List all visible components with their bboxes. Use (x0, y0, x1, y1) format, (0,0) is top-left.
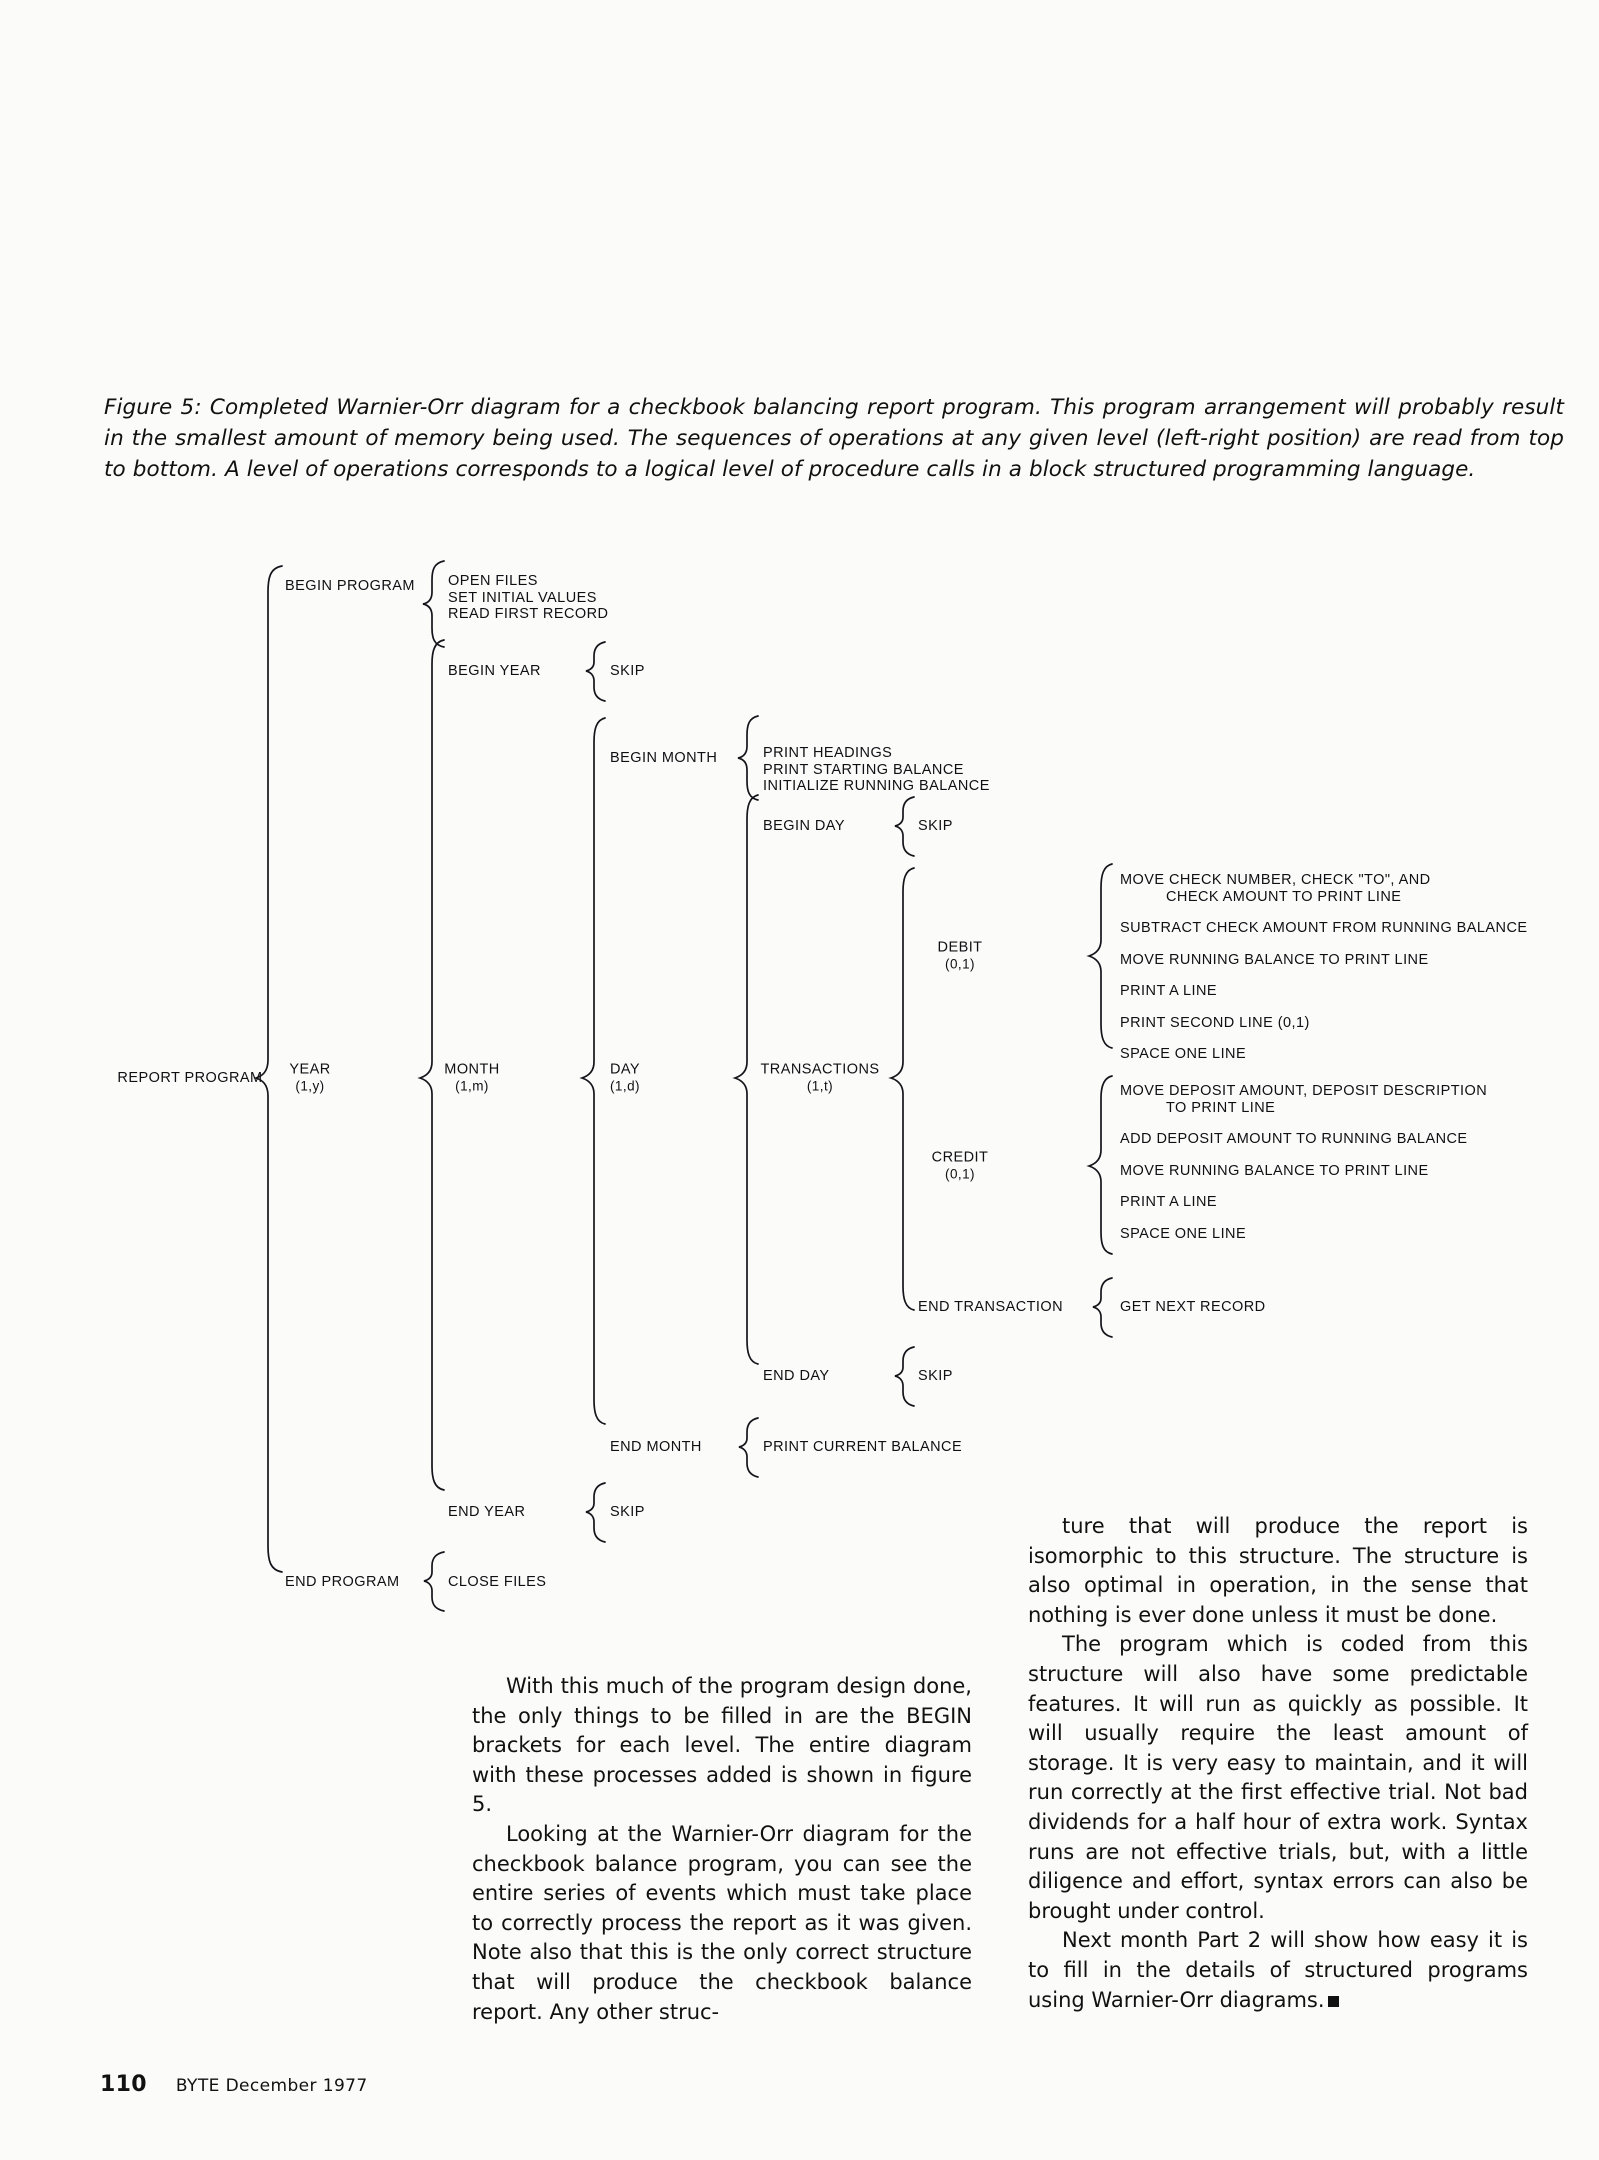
node-transactions: TRANSACTIONS (1,t) (760, 1061, 880, 1093)
node-end-month: END MONTH (610, 1438, 702, 1455)
item: MOVE RUNNING BALANCE TO PRINT LINE (1120, 951, 1429, 968)
item: ADD DEPOSIT AMOUNT TO RUNNING BALANCE (1120, 1131, 1468, 1147)
item: PRINT A LINE (1120, 983, 1218, 999)
items-end-month: PRINT CURRENT BALANCE (763, 1438, 963, 1455)
items-end-program: CLOSE FILES (448, 1573, 547, 1590)
node-end-transaction: END TRANSACTION (918, 1298, 1064, 1315)
item: OPEN FILES (448, 573, 538, 589)
item: PRINT A LINE (1120, 1194, 1218, 1210)
body-column-left (472, 1672, 972, 2027)
item: SPACE ONE LINE (1120, 1225, 1247, 1242)
node-end-day: END DAY (763, 1367, 830, 1384)
publication-source: BYTE December 1977 (175, 2076, 368, 2096)
node-begin-program: BEGIN PROGRAM (285, 577, 415, 594)
node-credit: CREDIT (0,1) (931, 1149, 989, 1181)
items-debit (1120, 872, 1528, 1063)
paragraph (1028, 1926, 1528, 2015)
item: INITIALIZE RUNNING BALANCE (763, 778, 990, 795)
figure-caption: Figure 5: Completed Warnier-Orr diagram for a checkbook balancing report program. This program arrangement will probably result in the smallest amount of memory being used. The sequences of operations at any given level (left-right position) are read from top to bottom. A level of operations corresponds to a logical level of procedure calls in a block structured programming language. (104, 395, 1564, 482)
item: SPACE ONE LINE (1120, 1046, 1247, 1062)
item: MOVE DEPOSIT AMOUNT, DEPOSIT DESCRIPTION TO PRINT LINE (1120, 1083, 1488, 1116)
page-number: 110 (100, 2072, 147, 2097)
items-begin-program (448, 573, 608, 623)
node-end-program: END PROGRAM (285, 1573, 400, 1590)
item: READ FIRST RECORD (448, 606, 609, 623)
node-month: MONTH (1,m) (444, 1061, 500, 1093)
node-begin-year: BEGIN YEAR (448, 662, 541, 679)
item: PRINT STARTING BALANCE (763, 761, 964, 778)
paragraph-text: Next month Part 2 will show how easy it is to fill in the details of structured programs using Warnier-Orr diagrams. (1028, 1928, 1528, 2012)
items-end-year: SKIP (610, 1503, 645, 1520)
item: MOVE CHECK NUMBER, CHECK "TO", AND CHECK AMOUNT TO PRINT LINE (1120, 872, 1431, 905)
node-report-program: REPORT PROGRAM (117, 1069, 263, 1086)
node-begin-month: BEGIN MONTH (610, 749, 718, 766)
paragraph: The program which is coded from this structure will also have some predictable features. It will run as quickly as possible. It will usually require the least amount of storage. It is very easy to maintain, and it will run correctly at the first effective trial. Not bad dividends for a half hour of extra work. Syntax runs are not effective trials, but, with a little diligence and effort, syntax errors can also be brought under control. (1028, 1632, 1528, 1923)
item: SET INITIAL VALUES (448, 589, 597, 606)
paragraph: With this much of the program design done, the only things to be filled in are the BEGIN brackets for each level. The entire diagram with these processes added is shown in figure 5. (472, 1674, 972, 1817)
page-footer (100, 2072, 368, 2097)
items-end-day: SKIP (918, 1367, 953, 1384)
paragraph: Looking at the Warnier-Orr diagram for the checkbook balance program, you can see the entire series of events which must take place to correctly process the report as it was given. Note also that this is the only correct structure that will produce the checkbook balance report. Any other struc- (472, 1821, 972, 2024)
items-end-transaction: GET NEXT RECORD (1120, 1298, 1266, 1315)
items-begin-month (763, 745, 990, 795)
node-day: DAY (1,d) (609, 1061, 641, 1093)
items-credit (1120, 1083, 1487, 1242)
node-begin-day: BEGIN DAY (763, 817, 845, 834)
end-of-article-mark (1328, 1996, 1339, 2007)
items-begin-day: SKIP (918, 817, 953, 834)
item: PRINT HEADINGS (763, 745, 893, 761)
item: MOVE RUNNING BALANCE TO PRINT LINE (1120, 1162, 1429, 1179)
paragraph: ture that will produce the report is isomorphic to this structure. The structure is also optimal in operation, in the sense that nothing is ever done unless it must be done. (1028, 1514, 1528, 1627)
items-begin-year: SKIP (610, 662, 645, 679)
node-end-year: END YEAR (448, 1503, 526, 1520)
item: SUBTRACT CHECK AMOUNT FROM RUNNING BALANCE (1120, 920, 1528, 936)
item: PRINT SECOND LINE (0,1) (1120, 1014, 1310, 1031)
node-year: YEAR (1,y) (289, 1061, 331, 1093)
body-column-right (1028, 1512, 1528, 2015)
node-debit: DEBIT (0,1) (937, 939, 983, 971)
